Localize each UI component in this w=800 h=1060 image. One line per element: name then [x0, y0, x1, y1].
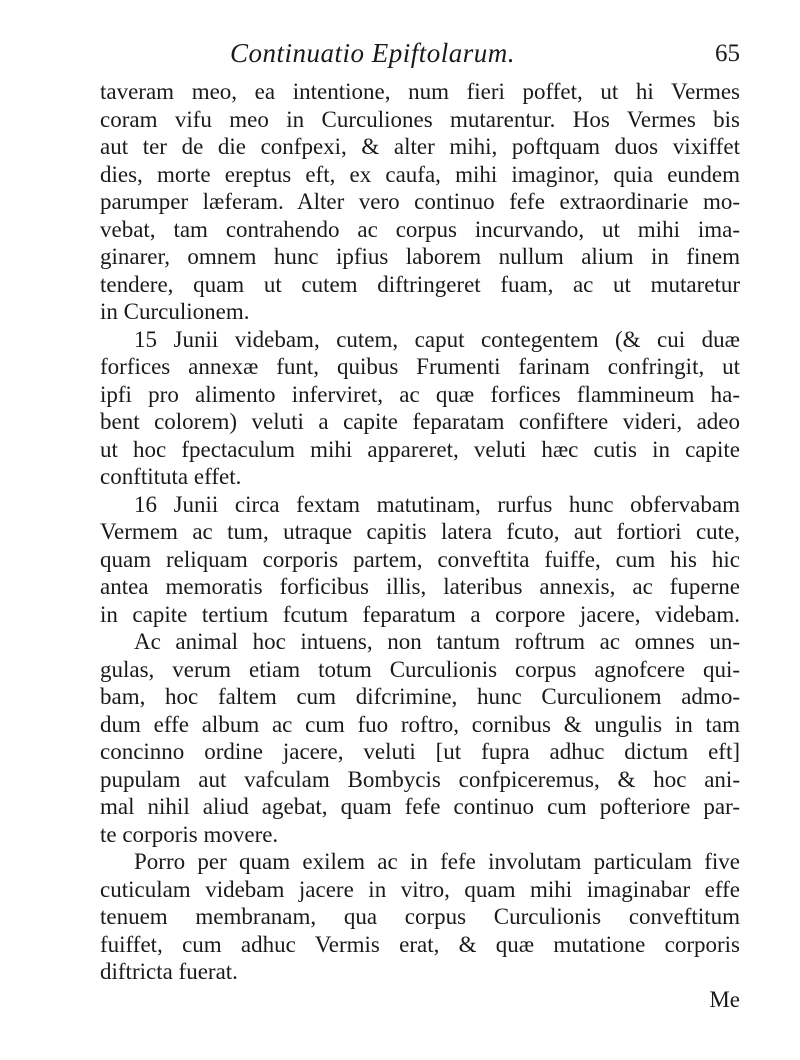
text-line: dies, morte ereptus eft, ex caufa, mihi imaginor, quia eundem — [100, 161, 740, 187]
text-line: coram vifu meo in Curculiones mutarentur. Hos Vermes bis — [100, 106, 740, 132]
text-line: 16 Junii circa fextam matutinam, rurfus hunc obfervabam — [134, 491, 740, 517]
text-line: ipfi pro alimento inferviret, ac quæ forfices flammineum ha- — [100, 381, 740, 407]
text-line: dum effe album ac cum fuo roftro, cornibus & ungulis in tam — [100, 711, 740, 737]
text-line: quam reliquam corporis partem, conveftita fuiffe, cum his hic — [100, 546, 740, 572]
text-line: bent colorem) veluti a capite feparatam confiftere videri, adeo — [100, 409, 740, 434]
text-line: gulas, verum etiam totum Curculionis corpus agnofcere qui- — [100, 656, 740, 682]
text-line: in capite tertium fcutum feparatum a corpore jacere, videbam. — [100, 601, 740, 627]
text-line: mal nihil aliud agebat, quam fefe continuo cum pofteriore par- — [100, 794, 740, 819]
text-line: 15 Junii videbam, cutem, caput contegentem (& cui duæ — [134, 326, 740, 352]
text-line: forfices annexæ funt, quibus Frumenti farinam confringit, ut — [100, 354, 740, 379]
text-line: taveram meo, ea intentione, num fieri poffet, ut hi Vermes — [100, 79, 740, 104]
running-head — [100, 38, 740, 74]
text-line: bam, hoc faltem cum difcrimine, hunc Curculionem admo- — [100, 684, 740, 709]
text-line: fuiffet, cum adhuc Vermis erat, & quæ mutatione corporis — [100, 931, 740, 957]
text-line: te corporis movere. — [100, 821, 279, 847]
text-line: Ac animal hoc intuens, non tantum roftrum ac omnes un- — [134, 629, 740, 654]
text-line: tendere, quam ut cutem diftringeret fuam, ac ut mutaretur — [100, 271, 740, 297]
text-line: tenuem membranam, qua corpus Curculionis conveftitum — [100, 904, 740, 929]
text-line: diftricta fuerat. — [100, 959, 238, 984]
text-line: conftituta effet. — [100, 464, 242, 489]
text-line: aut ter de die confpexi, & alter mihi, poftquam duos vixiffet — [100, 134, 740, 159]
text-line: ginarer, omnem hunc ipfius laborem nullum alium in finem — [100, 244, 740, 269]
page-number: 65 — [715, 40, 740, 67]
text-line: antea memoratis forficibus illis, lateribus annexis, ac fuperne — [100, 574, 740, 599]
catchword: Me — [709, 986, 740, 1012]
body-text — [100, 78, 740, 1013]
running-title: Continuatio Epiftolarum. — [230, 38, 516, 68]
text-line: concinno ordine jacere, veluti [ut fupra adhuc dictum eft] — [100, 739, 740, 764]
text-line: parumper læferam. Alter vero continuo fefe extraordinarie mo- — [100, 189, 740, 214]
text-line: Porro per quam exilem ac in fefe involutam particulam five — [134, 849, 740, 874]
text-line: vebat, tam contrahendo ac corpus incurvando, ut mihi ima- — [100, 216, 740, 242]
text-line: Vermem ac tum, utraque capitis latera fcuto, aut fortiori cute, — [100, 519, 740, 544]
text-line: in Curculionem. — [100, 299, 250, 324]
text-line: ut hoc fpectaculum mihi appareret, veluti hæc cutis in capite — [100, 436, 740, 462]
text-line: pupulam aut vafculam Bombycis confpiceremus, & hoc ani- — [100, 766, 740, 792]
text-line: cuticulam videbam jacere in vitro, quam mihi imaginabar effe — [100, 876, 740, 902]
